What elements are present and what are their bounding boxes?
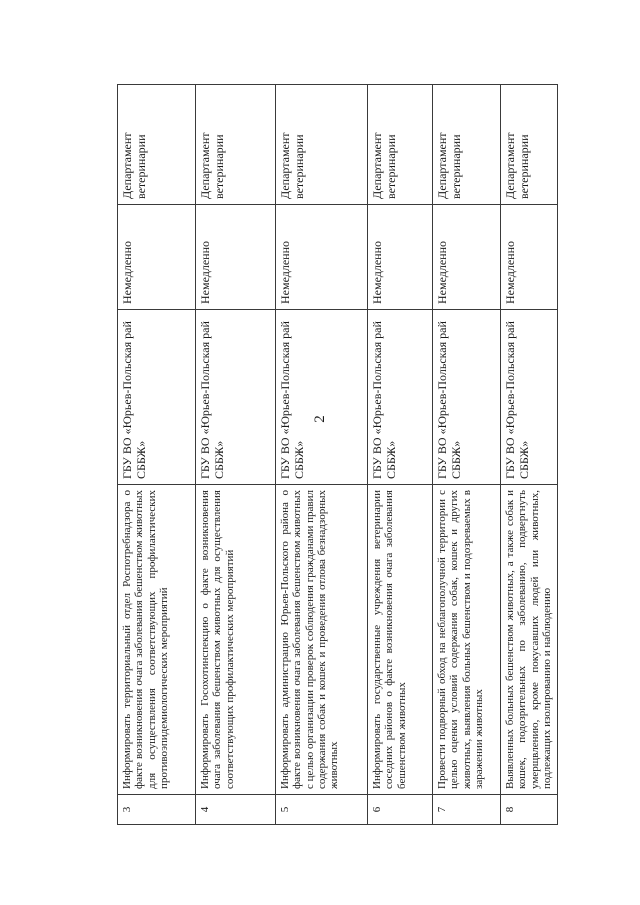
- table-row: [433, 85, 501, 825]
- term-cell: Немедленно: [501, 205, 558, 310]
- executor-cell: ГБУ ВО «Юрьев-Польская рай СББЖ»: [118, 310, 196, 485]
- term-cell: Немедленно: [368, 205, 433, 310]
- executor-cell: ГБУ ВО «Юрьев-Польская рай СББЖ»: [433, 310, 501, 485]
- row-number: 3: [118, 795, 196, 825]
- table-row: [276, 85, 368, 825]
- action-cell: Провести подворный обход на неблагополучной территории с целью оценки условий содержания собак, кошек и других животных, выявления больных бешенством и подозреваемых в заражении животных: [433, 485, 501, 795]
- row-number: 6: [368, 795, 433, 825]
- responsible-cell: Департамент ветеринарии: [433, 85, 501, 205]
- row-number: 5: [276, 795, 368, 825]
- page-number: 2: [312, 415, 328, 423]
- responsible-cell: Департамент ветеринарии: [501, 85, 558, 205]
- term-cell: Немедленно: [433, 205, 501, 310]
- term-cell: Немедленно: [196, 205, 276, 310]
- action-cell: Информировать Госохотинспекцию о факте возникновения очага заболевания бешенством животных для осуществления соответствующих профилактических мероприятий: [196, 485, 276, 795]
- action-cell: Выявленных больных бешенством животных, а также собак и кошек, подозрительных по заболеванию, подвергнуть умерщвлению, кроме покусавших людей или животных, подлежащих изолированию и наблюдению: [501, 485, 558, 795]
- row-number: 4: [196, 795, 276, 825]
- responsible-cell: Департамент ветеринарии: [118, 85, 196, 205]
- action-cell: Информировать администрацию Юрьев-Польского района о факте возникновения очага заболевания бешенством животных с целью организации проверок соблюдения гражданами правил содержания собак и кошек и проведения отлова безнадзорных животных: [276, 485, 368, 795]
- term-cell: Немедленно: [276, 205, 368, 310]
- measures-table: [117, 84, 558, 825]
- term-cell: Немедленно: [118, 205, 196, 310]
- executor-cell: ГБУ ВО «Юрьев-Польская рай СББЖ»: [196, 310, 276, 485]
- executor-cell: ГБУ ВО «Юрьев-Польская рай СББЖ»: [368, 310, 433, 485]
- row-number: 7: [433, 795, 501, 825]
- row-number: 8: [501, 795, 558, 825]
- responsible-cell: Департамент ветеринарии: [368, 85, 433, 205]
- table-row: [196, 85, 276, 825]
- measures-table-container: [117, 85, 557, 825]
- executor-cell: ГБУ ВО «Юрьев-Польская рай СББЖ»: [276, 310, 368, 485]
- responsible-cell: Департамент ветеринарии: [196, 85, 276, 205]
- table-row: [368, 85, 433, 825]
- executor-cell: ГБУ ВО «Юрьев-Польская рай СББЖ»: [501, 310, 558, 485]
- table-row: [501, 85, 558, 825]
- responsible-cell: Департамент ветеринарии: [276, 85, 368, 205]
- action-cell: Информировать государственные учреждения ветеринарии соседних районов о факте возникновения очага заболевания бешенством животных: [368, 485, 433, 795]
- action-cell: Информировать территориальный отдел Роспотребнадзора о факте возникновения очага заболевания бешенством животных для осуществления соответствующих профилактических противоэпидемиологических мероприятий: [118, 485, 196, 795]
- table-row: [118, 85, 196, 825]
